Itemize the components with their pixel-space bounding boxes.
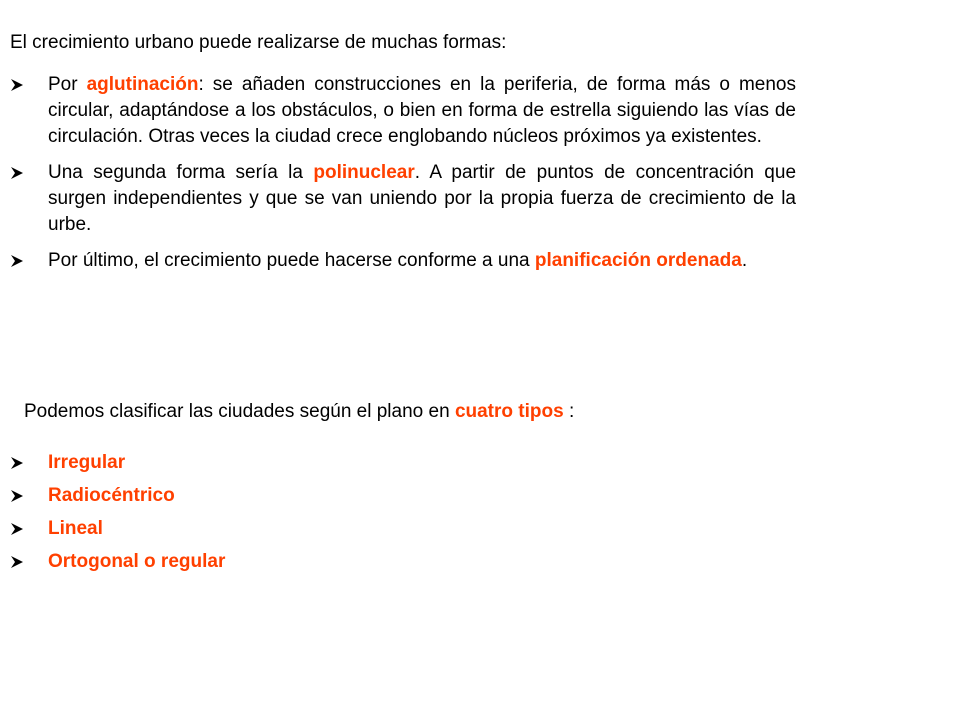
growth-form-text: Una segunda forma sería la [48, 162, 314, 183]
growth-form-highlight: polinuclear [313, 162, 415, 183]
plan-type-label: Ortogonal o regular [48, 551, 226, 572]
plan-type-item [10, 483, 225, 509]
growth-form-text: Por último, el crecimiento puede hacerse conforme a una [48, 250, 535, 271]
growth-form-text: : se añaden construcciones en la periferia, de forma más o menos circular, adaptándose a los obstáculos, o bien en forma de estrella siguiendo las vías de circulación. Otras veces la ciudad crece englobando núcleos próximos ya existentes. [48, 74, 796, 147]
classification-text-before: Podemos clasificar las ciudades según el plano en [24, 401, 455, 422]
plan-types-list [10, 450, 225, 582]
plan-type-label: Lineal [48, 518, 103, 539]
plan-type-label: Irregular [48, 452, 126, 473]
arrowhead-bullet-icon [10, 516, 32, 542]
arrowhead-bullet-icon [10, 549, 32, 575]
growth-forms-list [10, 72, 796, 284]
growth-form-item [10, 160, 796, 238]
classification-text [24, 399, 574, 425]
growth-form-text: . [741, 250, 748, 271]
arrowhead-bullet-icon [10, 72, 32, 98]
growth-form-text: . A partir de puntos de concentración que surgen independientes y que se van uniendo por la propia fuerza de crecimiento de la urbe. [48, 162, 797, 235]
plan-type-item [10, 516, 225, 542]
plan-type-item [10, 450, 225, 476]
classification-highlight: cuatro tipos [454, 401, 564, 422]
growth-form-highlight: planificación ordenada [534, 250, 742, 271]
growth-form-item [10, 248, 796, 274]
intro-text: El crecimiento urbano puede realizarse de muchas formas: [10, 32, 507, 53]
growth-form-highlight: aglutinación [86, 74, 199, 95]
classification-text-after: : [563, 401, 575, 422]
plan-type-item [10, 549, 225, 575]
arrowhead-bullet-icon [10, 160, 32, 186]
growth-form-text: Por [48, 74, 87, 95]
plan-type-label: Radiocéntrico [48, 485, 175, 506]
growth-form-item [10, 72, 796, 150]
arrowhead-bullet-icon [10, 450, 32, 476]
arrowhead-bullet-icon [10, 248, 32, 274]
arrowhead-bullet-icon [10, 483, 32, 509]
